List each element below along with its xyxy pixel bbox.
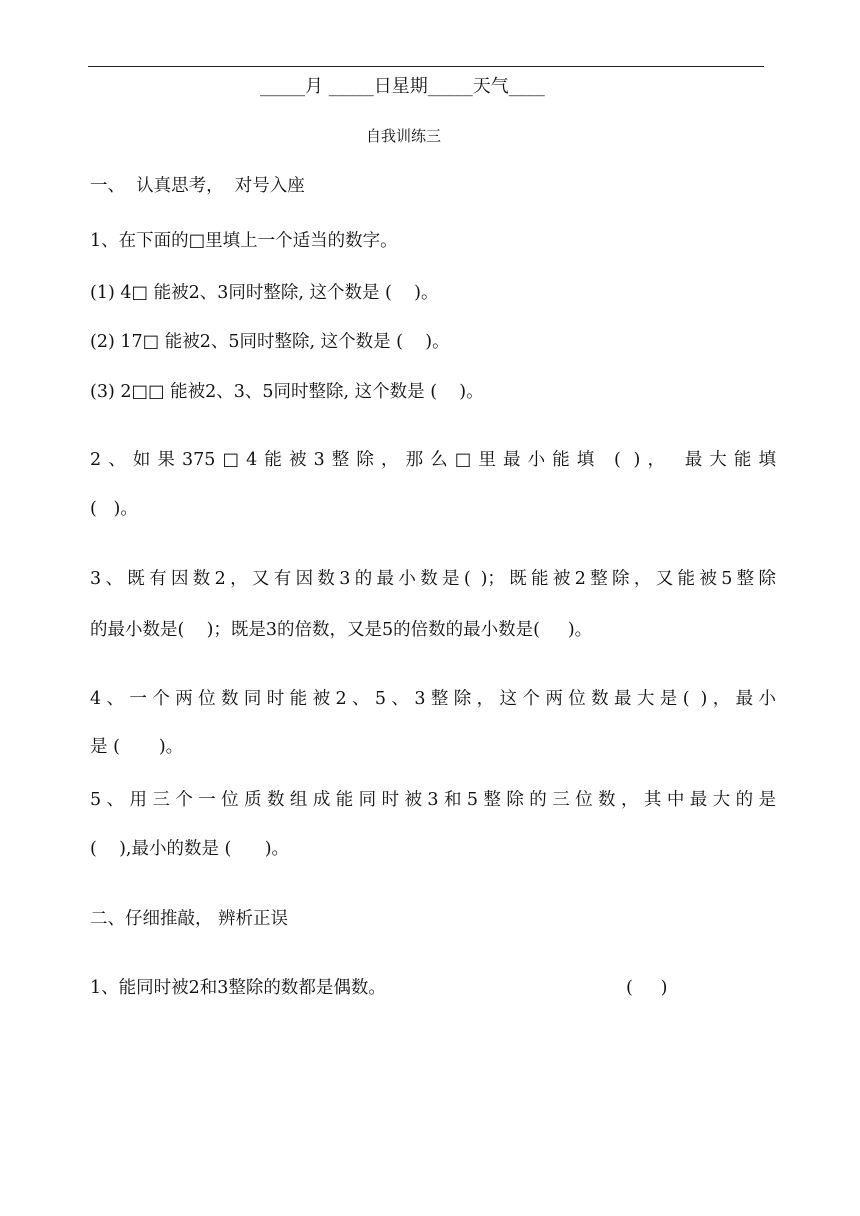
section2-heading: 二、仔细推敲， 辨析正误 <box>90 909 289 929</box>
judge-item-1-answer-blank: ( ) <box>626 978 668 998</box>
page-title: 自我训练三 <box>366 127 442 145</box>
q5-line-1: 5、用三个一位质数组成能同时被3和5整除的三位数，其中最大的是 <box>90 790 776 810</box>
q3-line-2: 的最小数是( )；既是3的倍数，又是5的倍数的最小数是( )。 <box>90 620 593 640</box>
q3-line-1: 3、既有因数2，又有因数3的最小数是( )；既能被2整除，又能被5整除 <box>90 569 776 589</box>
judge-item-1-text: 1、能同时被2和3整除的数都是偶数。 <box>90 978 386 998</box>
q1-item-2: (2) 17□ 能被2、5同时整除, 这个数是 ( )。 <box>90 332 450 352</box>
date-weather-line: _____月 _____日星期_____天气____ <box>260 76 545 97</box>
q1-stem: 1、在下面的□里填上一个适当的数字。 <box>90 231 398 251</box>
section1-heading: 一、 认真思考， 对号入座 <box>90 176 305 196</box>
q4-line-1: 4、一个两位数同时能被2、5、3整除，这个两位数最大是( )，最小 <box>90 689 776 709</box>
q2-line-1: 2、如果375□4能被3整除，那么□里最小能填 ( )， 最大能填 <box>90 450 776 470</box>
q1-item-3: (3) 2□□ 能被2、3、5同时整除, 这个数是 ( )。 <box>90 382 484 402</box>
q5-line-2: ( ),最小的数是 ( )。 <box>90 839 290 859</box>
q2-line-2: ( )。 <box>90 499 138 519</box>
q4-line-2: 是 ( )。 <box>90 737 184 757</box>
q1-item-1: (1) 4□ 能被2、3同时整除, 这个数是 ( )。 <box>90 283 439 303</box>
top-rule <box>88 66 764 67</box>
